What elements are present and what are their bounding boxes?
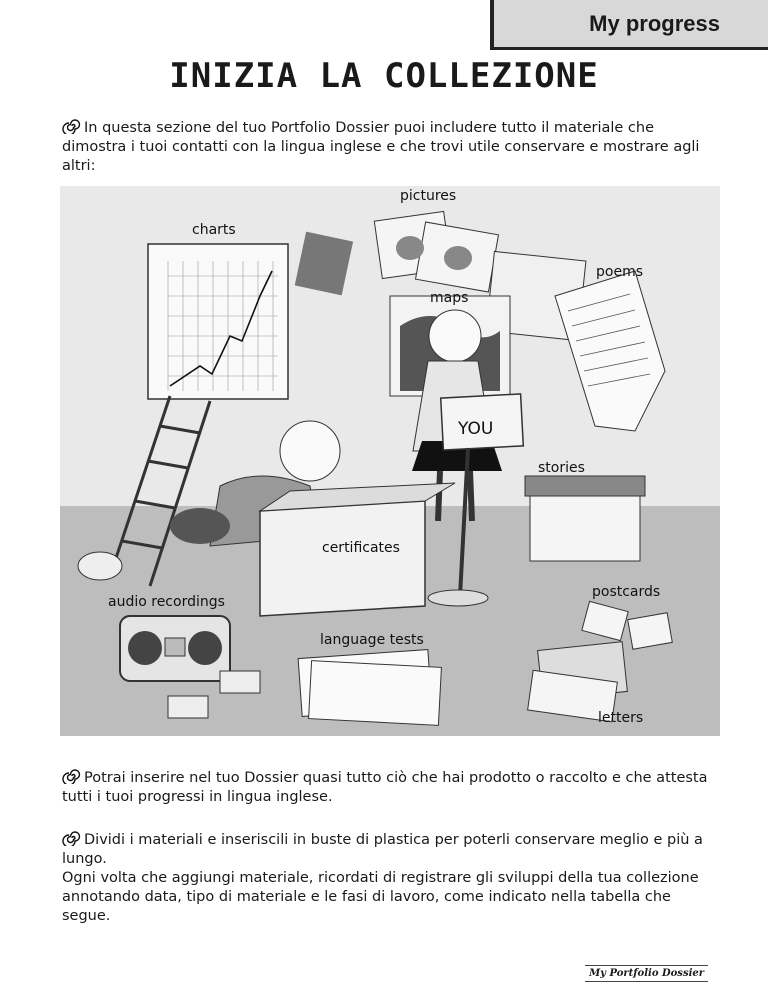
radio-speaker xyxy=(128,631,162,665)
label-audio-recordings: audio recordings xyxy=(108,594,225,610)
paragraph-produced xyxy=(62,768,712,807)
paragraph-divide-text: Dividi i materiali e inseriscili in buste di plastica per poterli conservare meglio e più a lungo. xyxy=(62,832,703,867)
girl-leg xyxy=(470,471,472,521)
label-postcards: postcards xyxy=(592,584,661,600)
label-stories: stories xyxy=(538,460,585,476)
paragraph-divide xyxy=(62,830,712,926)
label-you: YOU xyxy=(458,419,494,439)
paragraph-record-text: Ogni volta che aggiungi materiale, ricordati di registrare gli sviluppi della tua collezione annotando data, tipo di materiale e le fasi di lavoro, come indicato nella tabella che segue. xyxy=(62,870,699,924)
girl-head xyxy=(429,310,481,362)
boy-head xyxy=(280,421,340,481)
collection-illustration xyxy=(60,186,720,736)
section-tab-label: My progress xyxy=(589,10,720,36)
test-sheet xyxy=(309,661,442,726)
stories-stack xyxy=(530,486,640,561)
section-tab xyxy=(490,0,768,50)
label-charts: charts xyxy=(192,222,236,238)
postcard xyxy=(628,613,673,649)
page-title: INIZIA LA COLLEZIONE xyxy=(169,56,599,96)
picture-animal xyxy=(444,246,472,270)
radio-speaker xyxy=(188,631,222,665)
label-letters: letters xyxy=(598,710,644,726)
spiral-icon xyxy=(62,118,82,134)
intro-paragraph xyxy=(62,118,712,176)
boy-legs xyxy=(170,508,230,544)
stories-book xyxy=(525,476,645,496)
label-certificates: certificates xyxy=(322,540,400,556)
girl-leg xyxy=(438,471,440,521)
label-poems: poems xyxy=(596,264,643,280)
cassette-tape xyxy=(168,696,208,718)
picture-elephant xyxy=(396,236,424,260)
sign-base xyxy=(428,590,488,606)
paragraph-produced-text: Potrai inserire nel tuo Dossier quasi tutto ciò che hai prodotto o raccolto e che attesta tutti i tuoi progressi in lingua inglese. xyxy=(62,770,708,805)
footer-brand: My Portfolio Dossier xyxy=(585,965,708,982)
cassette-tape xyxy=(220,671,260,693)
label-pictures: pictures xyxy=(400,188,457,204)
floor-scroll xyxy=(78,552,122,580)
certificates-box xyxy=(260,501,425,616)
intro-text: In questa sezione del tuo Portfolio Dossier puoi includere tutto il materiale che dimostra i tuoi contatti con la lingua inglese e che trovi utile conservare e mostrare agli altri: xyxy=(62,120,700,174)
spiral-icon xyxy=(62,830,82,846)
label-language-tests: language tests xyxy=(320,632,424,648)
spiral-icon xyxy=(62,768,82,784)
radio-tape-slot xyxy=(165,638,185,656)
label-maps: maps xyxy=(430,290,469,306)
